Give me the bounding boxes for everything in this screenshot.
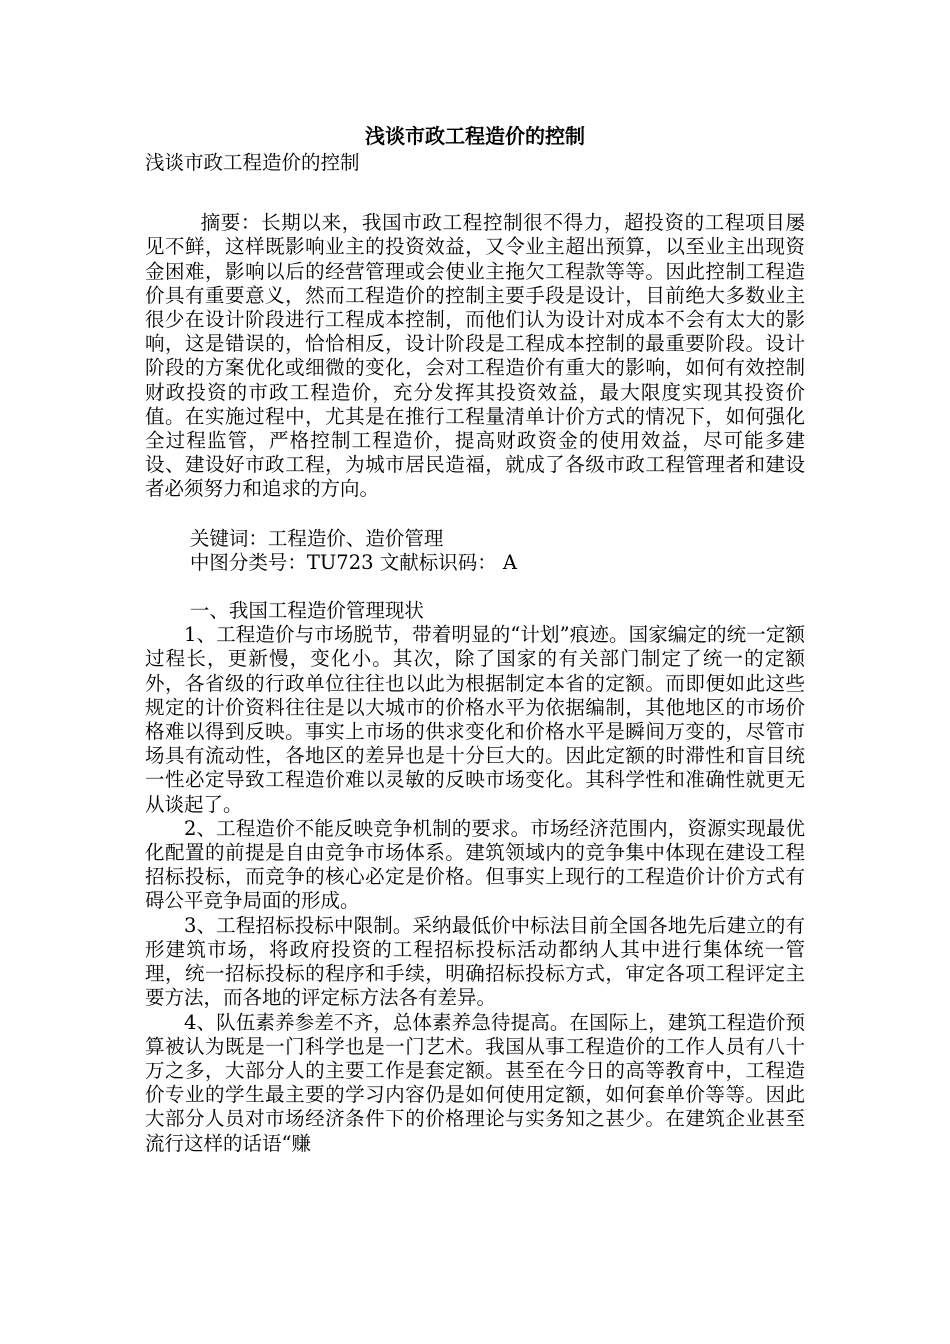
body-paragraph: 3、工程招标投标中限制。采纳最低价中标法目前全国各地先后建立的有形建筑市场，将政府投资的工程招标投标活动都纳人其中进行集体统一管理，统一招标投标的程序和手续，明确招标投标方式，审定各项工程评定主要方法，而各地的评定标方法各有差异。 bbox=[145, 913, 805, 1010]
body-paragraph: 2、工程造价不能反映竞争机制的要求。市场经济范围内，资源实现最优化配置的前提是自由竞争市场体系。建筑领域内的竞争集中体现在建设工程招标投标，而竞争的核心必定是价格。但事实上现行的工程造价计价方式有碍公平竞争局面的形成。 bbox=[145, 816, 805, 913]
section-heading: 一、我国工程造价管理现状 bbox=[189, 599, 424, 623]
spacer bbox=[145, 575, 805, 599]
abstract-paragraph: 摘要：长期以来，我国市政工程控制很不得力，超投资的工程项目屡见不鲜，这样既影响业主的投资效益，又令业主超出预算，以至业主出现资金困难，影响以后的经营管理或会使业主拖欠工程款等等。因此控制工程造价具有重要意义，然而工程造价的控制主要手段是设计，目前绝大多数业主很少在设计阶段进行工程成本控制，而他们认为设计对成本不会有太大的影响，这是错误的，恰恰相反，设计阶段是工程成本控制的最重要阶段。设计阶段的方案优化或细微的变化，会对工程造价有重大的影响，如何有效控制财政投资的市政工程造价，充分发挥其投资效益，最大限度实现其投资价值。在实施过程中，尤其是在推行工程量清单计价方式的情况下，如何强化全过程监管，严格控制工程造价，提高财政资金的使用效益，尽可能多建设、建设好市政工程，为城市居民造福，就成了各级市政工程管理者和建设者必须努力和追求的方向。 bbox=[145, 211, 805, 501]
spacer bbox=[145, 175, 805, 211]
document-subtitle: 浅谈市政工程造价的控制 bbox=[145, 151, 360, 174]
keywords-line: 关键词：工程造价、造价管理 bbox=[189, 526, 444, 550]
body-paragraph: 4、队伍素养参差不齐，总体素养急待提高。在国际上，建筑工程造价预算被认为既是一门科学也是一门艺术。我国从事工程造价的工作人员有八十万之多，大部分人的主要工作是套定额。甚至在今日的高等教育中，工程造价专业的学生最主要的学习内容仍是如何使用定额，如何套单价等等。因此大部分人员对市场经济条件下的价格理论与实务知之甚少。在建筑企业甚至流行这样的话语“赚 bbox=[145, 1010, 805, 1155]
document-body bbox=[145, 151, 805, 1156]
classification-line: 中图分类号：TU723 文献标识码： A bbox=[189, 550, 517, 574]
document-title: 浅谈市政工程造价的控制 bbox=[365, 124, 585, 148]
spacer bbox=[145, 502, 805, 527]
body-paragraph: 1、工程造价与市场脱节，带着明显的“计划”痕迹。国家编定的统一定额过程长，更新慢，变化小。其次，除了国家的有关部门制定了统一的定额外，各省级的行政单位往往也以此为根据制定本省的定额。而即便如此这些规定的计价资料往往是以大城市的价格水平为依据编制，其他地区的市场价格难以得到反映。事实上市场的供求变化和价格水平是瞬间万变的，尽管市场具有流动性，各地区的差异也是十分巨大的。因此定额的时滞性和盲目统一性必定导致工程造价难以灵敏的反映市场变化。其科学性和准确性就更无从谈起了。 bbox=[145, 623, 805, 816]
